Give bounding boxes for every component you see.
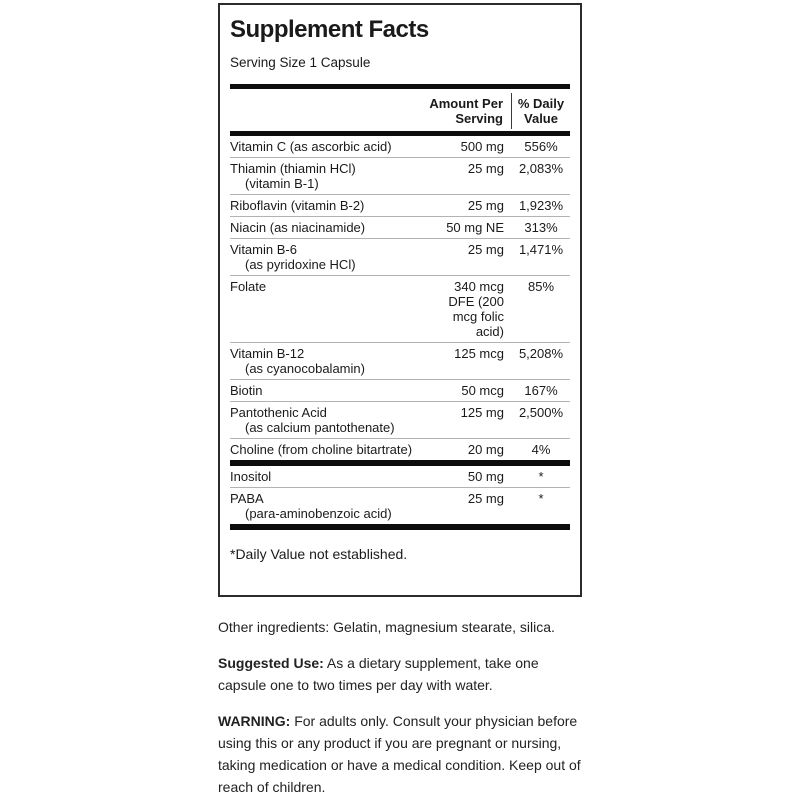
nutrient-name: Vitamin C (as ascorbic acid) [230,139,392,154]
warning-label: WARNING: [218,713,291,729]
nutrient-rows-no-dv [230,466,570,524]
nutrient-daily-value: * [538,469,544,484]
nutrient-name: Inositol [230,469,272,484]
nutrient-daily-value: 85% [527,279,555,294]
nutrient-name-cell [230,161,432,191]
nutrient-name-cell [230,469,432,484]
divider-thick-bar [230,524,570,530]
supplementary-info [218,616,582,812]
table-row [230,136,570,158]
table-row [230,276,570,343]
nutrient-name: Niacin (as niacinamide) [230,220,366,235]
nutrient-amount: 125 mcg [454,346,504,361]
table-row [230,195,570,217]
nutrient-amount: 50 mcg [461,383,504,398]
nutrient-daily-value: 2,083% [518,161,564,176]
nutrient-name-cell [230,442,432,457]
nutrient-daily-value: 167% [524,383,558,398]
table-row [230,343,570,380]
nutrient-name-cell [230,279,432,294]
nutrient-name-cell [230,198,432,213]
header-percent-daily-value [511,93,570,129]
header-nutrient-spacer [230,93,427,129]
panel-title: Supplement Facts [230,16,429,43]
table-header-row [230,89,570,131]
nutrient-name-cell [230,383,432,398]
nutrient-name: Vitamin B-6 [230,242,297,257]
nutrient-daily-value: 1,923% [518,198,564,213]
nutrient-daily-value: 4% [531,442,551,457]
nutrient-name-cell [230,491,432,521]
table-row [230,380,570,402]
nutrient-name: Vitamin B-12 [230,346,305,361]
nutrient-subname: (as cyanocobalamin) [245,361,365,376]
nutrient-amount: 25 mg [467,198,504,213]
nutrient-subname: (as pyridoxine HCl) [245,257,356,272]
table-row [230,217,570,239]
header-percent-daily-value-text: % Daily Value [517,96,565,126]
nutrient-name: Riboflavin (vitamin B-2) [230,198,365,213]
nutrient-amount: 25 mg [467,242,504,257]
nutrient-daily-value: 2,500% [518,405,564,420]
warning-paragraph [218,710,582,798]
other-ingredients-text: Other ingredients: Gelatin, magnesium stearate, silica. [218,619,555,635]
nutrient-amount: 125 mg [460,405,504,420]
nutrient-name: Thiamin (thiamin HCl) [230,161,356,176]
nutrient-amount: 500 mg [460,139,504,154]
nutrient-daily-value: * [538,491,544,506]
nutrient-amount: 25 mg [467,161,504,176]
nutrient-name: Pantothenic Acid [230,405,327,420]
serving-size-text: Serving Size 1 Capsule [230,55,371,70]
nutrient-daily-value: 5,208% [518,346,564,361]
suggested-use-paragraph [218,652,582,696]
nutrient-subname: (as calcium pantothenate) [245,420,395,435]
supplement-facts-panel [218,3,582,597]
nutrient-name-cell [230,242,432,272]
table-row [230,488,570,524]
nutrient-name-cell [230,346,432,376]
nutrient-name-cell [230,405,432,435]
suggested-use-label: Suggested Use: [218,655,324,671]
nutrient-amount: 50 mg [467,469,504,484]
nutrient-name-cell [230,220,432,235]
nutrient-subname: (para-aminobenzoic acid) [245,506,392,521]
nutrient-amount: 340 mcg DFE (200 mcg folic acid) [448,279,504,339]
nutrient-daily-value: 1,471% [518,242,564,257]
nutrient-name-cell [230,139,432,154]
table-row [230,158,570,195]
nutrient-subname: (vitamin B-1) [245,176,319,191]
header-amount-per-serving: Amount Per Serving [429,96,503,126]
table-row [230,466,570,488]
nutrient-name: Choline (from choline bitartrate) [230,442,413,457]
nutrient-name: Folate [230,279,267,294]
table-row [230,439,570,460]
nutrient-daily-value: 556% [524,139,558,154]
suggested-use-text: As a dietary supplement, take one capsule one to two times per day with water. [218,655,539,693]
nutrient-name: PABA [230,491,264,506]
table-row [230,239,570,276]
warning-text: For adults only. Consult your physician before using this or any product if you are pregnant or nursing, taking medication or have a medical condition. Keep out of reach of children. [218,713,581,795]
daily-value-footnote: *Daily Value not established. [230,546,408,562]
nutrient-name: Biotin [230,383,263,398]
nutrient-rows-main [230,136,570,460]
nutrient-amount: 50 mg NE [446,220,504,235]
nutrient-daily-value: 313% [524,220,558,235]
nutrient-amount: 25 mg [467,491,504,506]
table-row [230,402,570,439]
nutrient-amount: 20 mg [467,442,504,457]
